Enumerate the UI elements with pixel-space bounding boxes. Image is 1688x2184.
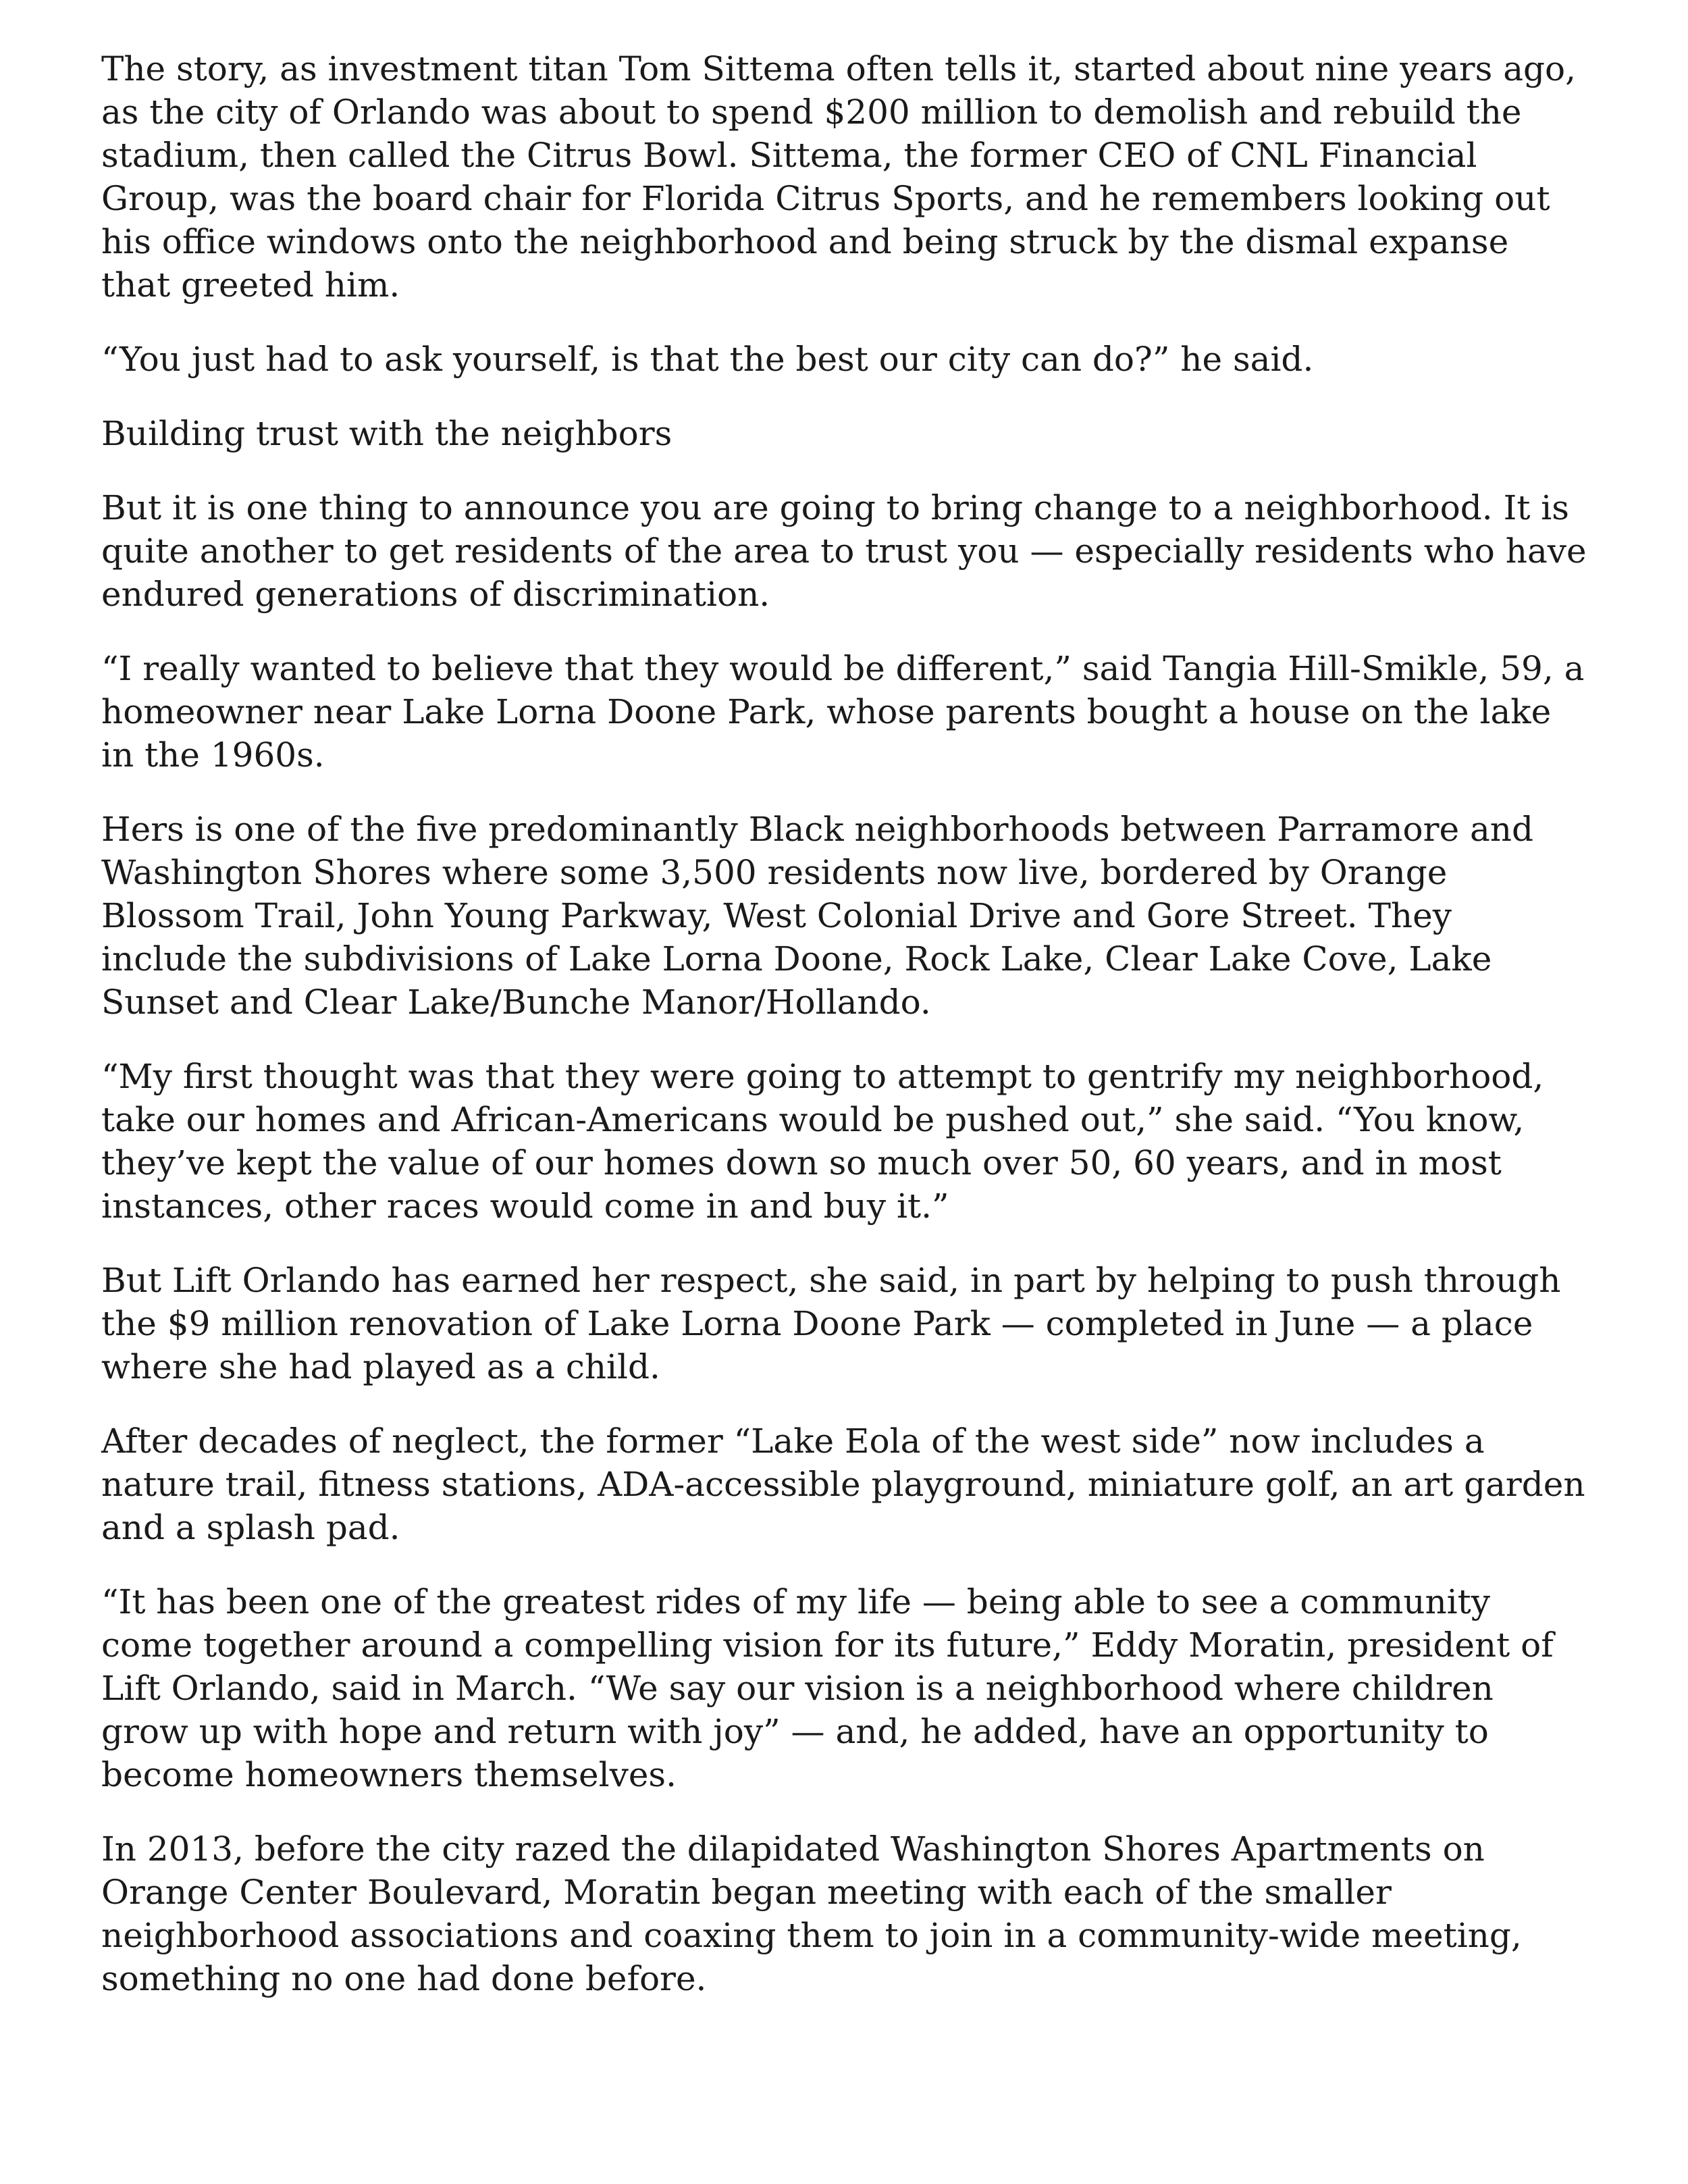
article-body bbox=[101, 47, 1587, 2031]
paragraph-moratin-quote: “It has been one of the greatest rides of my life — being able to see a community come together around a compelling vision for its future,” Eddy Moratin, president of Lift Orlando, said in March. “We say our vision is a neighborhood where children grow up with hope and return with joy” — and, he added, have an opportunity to become homeowners themselves. bbox=[101, 1582, 1554, 1794]
paragraph-neighborhoods: Hers is one of the five predominantly Black neighborhoods between Parramore and Washington Shores where some 3,500 residents now live, bordered by Orange Blossom Trail, John Young Parkway, West Colonial Drive and Gore Street. They include the subdivisions of Lake Lorna Doone, Rock Lake, Clear Lake Cove, Lake Sunset and Clear Lake/Bunche Manor/Hollando. bbox=[101, 810, 1533, 1022]
paragraph-lift-orlando-respect: But Lift Orlando has earned her respect, she said, in part by helping to push through the $9 million renovation of Lake Lorna Doone Park — completed in June — a place where she had played as a child. bbox=[101, 1261, 1561, 1386]
paragraph-quote-sittema: “You just had to ask yourself, is that the best our city can do?” he said. bbox=[101, 340, 1314, 379]
paragraph-gentrify-quote: “My first thought was that they were going to attempt to gentrify my neighborhood, take our homes and African-Americans would be pushed out,” she said. “You know, they’ve kept the value of our homes down so much over 50, 60 years, and in most instances, other races would come in and buy it.” bbox=[101, 1057, 1544, 1226]
paragraph-park-features: After decades of neglect, the former “Lake Eola of the west side” now includes a nature trail, fitness stations, ADA-accessible playground, miniature golf, an art garden and a splash pad. bbox=[101, 1422, 1585, 1547]
section-subheading: Building trust with the neighbors bbox=[101, 414, 672, 453]
paragraph-intro: The story, as investment titan Tom Sittema often tells it, started about nine years ago, as the city of Orlando was about to spend $200 million to demolish and rebuild the stadium, then called the Citrus Bowl. Sittema, the former CEO of CNL Financial Group, was the board chair for Florida Citrus Sports, and he remembers looking out his office windows onto the neighborhood and being struck by the dismal expanse that greeted him. bbox=[101, 49, 1577, 305]
paragraph-2013-meetings: In 2013, before the city razed the dilapidated Washington Shores Apartments on Orange Center Boulevard, Moratin began meeting with each of the smaller neighborhood associations and coaxing them to join in a community-wide meeting, something no one had done before. bbox=[101, 1829, 1522, 1998]
paragraph-quote-hill-smikle: “I really wanted to believe that they would be different,” said Tangia Hill-Smikle, 59, a homeowner near Lake Lorna Doone Park, whose parents bought a house on the lake in the 1960s. bbox=[101, 649, 1585, 775]
paragraph-trust: But it is one thing to announce you are going to bring change to a neighborhood. It is quite another to get residents of the area to trust you — especially residents who have endured generations of discrimination. bbox=[101, 488, 1587, 614]
